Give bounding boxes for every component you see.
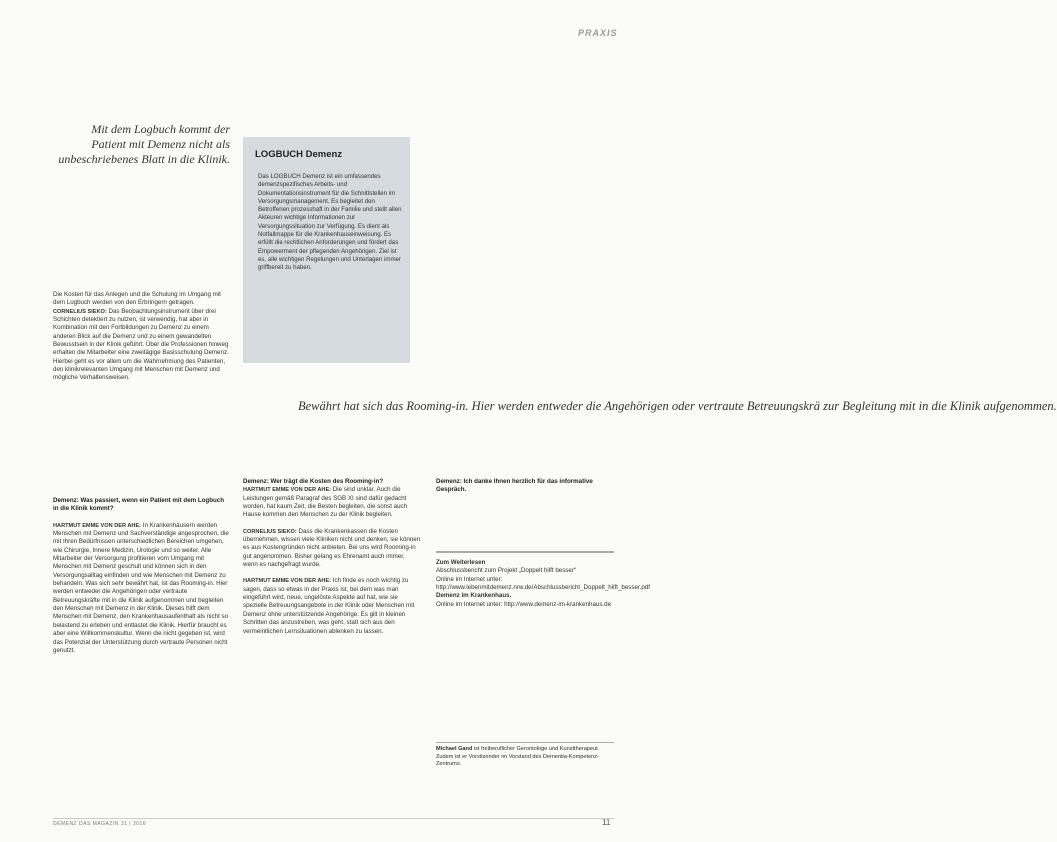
author-name: Michael Gand [436, 746, 473, 752]
speaker-name: CORNELIUS SIEKO: [243, 528, 297, 535]
speaker-name: CORNELIUS SIEKO: [53, 308, 107, 315]
reference-title: Demenz im Krankenhaus. [436, 592, 512, 600]
section-label: PRAXIS [578, 28, 618, 38]
box-title: LOGBUCH Demenz [255, 149, 343, 160]
paragraph [243, 528, 421, 570]
publication-footer: DEMENZ DAS MAGAZIN 31 | 2016 [53, 821, 147, 827]
answer-text: Dass die Krankenkassen die Kosten übernehmen, wissen viele Kliniken nicht und denken, sie können es aus Kostengründen nicht anbieten. Bei uns wird Rooming-in gut angenommen. Bisher gelang es Ehrenamt auch immer, wenn es nachgefragt wurde. [243, 527, 421, 569]
reference-title: Abschlussbericht zum Projekt „Doppelt hilft besser“ [436, 567, 576, 575]
author-bio [436, 742, 614, 769]
reference-link[interactable]: Online im Internet unter: http://www.lebenmitdemenz.nrw.de/Abschlussbericht_Doppelt_hilft_besser.pdf [436, 575, 650, 592]
further-reading-heading: Zum Weiterlesen [436, 559, 486, 566]
article-column-left [53, 497, 231, 655]
answer-text: In Krankenhäusern werden Menschen mit Demenz und Sachverständige angesprochen, die mit Ihren Bedürfnissen unterschiedlichen Bereichen umgehen, wie Chirurgie, Innere Medizin, Urologie und so weiter. Alle Mitarbeiter der Versorgung profitieren vom Umgang mit Menschen mit Demenz geschult und können sich in den Versorgungsalltag einfinden und wie Menschen mit Demenz zu behandeln. Was sich sehr bewährt hat, ist das Rooming-in. Hier werden entweder die Angehörigen oder vertraute Betreuungskräfte mit in die Klinik aufgenommen und begleiten den Menschen mit Demenz in der Klinik. Dieses hilft dem Menschen mit Demenz, den Krankenhausaufenthalt als nicht so belastend zu erleben und entlastet die Klinik. Hierfür braucht es aber eine Willkommenskultur. Wenn die nicht gegeben ist, wird das Potenzial der Unterstützung durch vertraute Personen nicht genutzt. [53, 521, 229, 654]
footer-divider [53, 818, 614, 819]
answer-text: Das Beobachtungsinstrument über drei Schichten detektiert zu nutzen, ist verwendig, hat aber in Kombination mit den Fortbildungen zu Demenz zu einem anderen Blick auf die Demenz und zu einem gewandelten Bewusstsein in der Klinik geführt. Über die Professionen hinweg erhalten die Mitarbeiter eine zweitägige Basisschulung Demenz. Hierbei geht es vor allem um die Wahrnehmung des Patienten, den klinikrelevanten Umgang mit Menschen mit Demenz und mögliche Verhaltensweisen. [53, 307, 229, 382]
closing-question: Demenz: Ich danke Ihnen herzlich für das informative Gespräch. [436, 478, 593, 494]
paragraph: Die Kosten für das Anlegen und die Schulung im Umgang mit dem Logbuch werden von den Erbringern getragen. [53, 291, 221, 307]
box-text: Das LOGBUCH Demenz ist ein umfassendes demenzspezifisches Arbeits- und Dokumentationsinstrument für die Schnittstellen im Versorgungsmanagement. Es begleitet den Betroffenen prozesshaft in der Familie und stellt allen Akteuren wichtige Informationen zur Versorgungssituation zur Verfügung. Es dient als Notfallmappe für die Krankenhauseinweisung. Es erfüllt die rechtlichen Anforderungen und fördert das Empowerment der pflegenden Angehörigen. Ziel ist es, alle wichtigen Regelungen und Unterlagen immer griffbereit zu haben. [258, 173, 402, 272]
answer-text: Die sind unklar. Auch die Leistungen gemäß Paragraf des SGB XI sind dafür gedacht worden, hat kaum Zeit, die Besten begleiten, die sonst auch Hause kommen den Menschen zu der Klinik begleiten. [243, 486, 408, 519]
further-reading-box [436, 551, 650, 609]
article-column-right [436, 478, 614, 495]
pull-quote: Mit dem Logbuch kommt der Patient mit Demenz nicht als unbeschriebenes Blatt in die Klinik. [58, 122, 230, 166]
speaker-name: HARTMUT EMME VON DER AHE: [243, 487, 332, 494]
interview-question: Demenz: Wer trägt die Kosten des Rooming-in? [243, 478, 384, 485]
paragraph [243, 486, 421, 519]
article-column-left-top [53, 291, 231, 383]
interview-question: Demenz: Was passiert, wenn ein Patient mit dem Logbuch in die Klinik kommt? [53, 497, 224, 513]
pull-quote: Bewährt hat sich das Rooming-in. Hier werden entweder die Angehörigen oder vertraute Betreuungskrä zur Begleitung mit in die Klinik aufgenommen. [298, 399, 1057, 413]
page-number: 11 [602, 818, 611, 827]
paragraph [53, 522, 231, 656]
answer-text: Ich finde es noch wichtig zu sagen, dass so etwas in der Praxis ist, bei dem was man eingeführt wird, neue, ungelöste Aspekte auf hat, wie sie spezielle Betreuungsangebote in der Klinik oder Menschen mit Demenz ohne unterstützende Angehörige. Es gilt in kleinen Schritten das anzustreben, was geht, statt sich aus den vermeintlichen Lernsituationen ablenken zu lassen. [243, 577, 415, 635]
speaker-name: HARTMUT EMME VON DER AHE: [53, 522, 142, 529]
author-bio-text: ist freiberuflicher Gerontologe und Kunsttherapeut. Zudem ist er Vorsitzender im Vorstand des Dementia-Kompetenz-Zentrums. [436, 746, 600, 767]
reference-link[interactable]: Online im Internet unter: http://www.demenz-im-krankenhaus.de [436, 600, 612, 608]
paragraph [243, 577, 421, 635]
logbuch-info-box [243, 137, 410, 363]
article-column-middle [243, 478, 421, 636]
speaker-name: HARTMUT EMME VON DER AHE: [243, 578, 332, 585]
paragraph [53, 308, 231, 383]
